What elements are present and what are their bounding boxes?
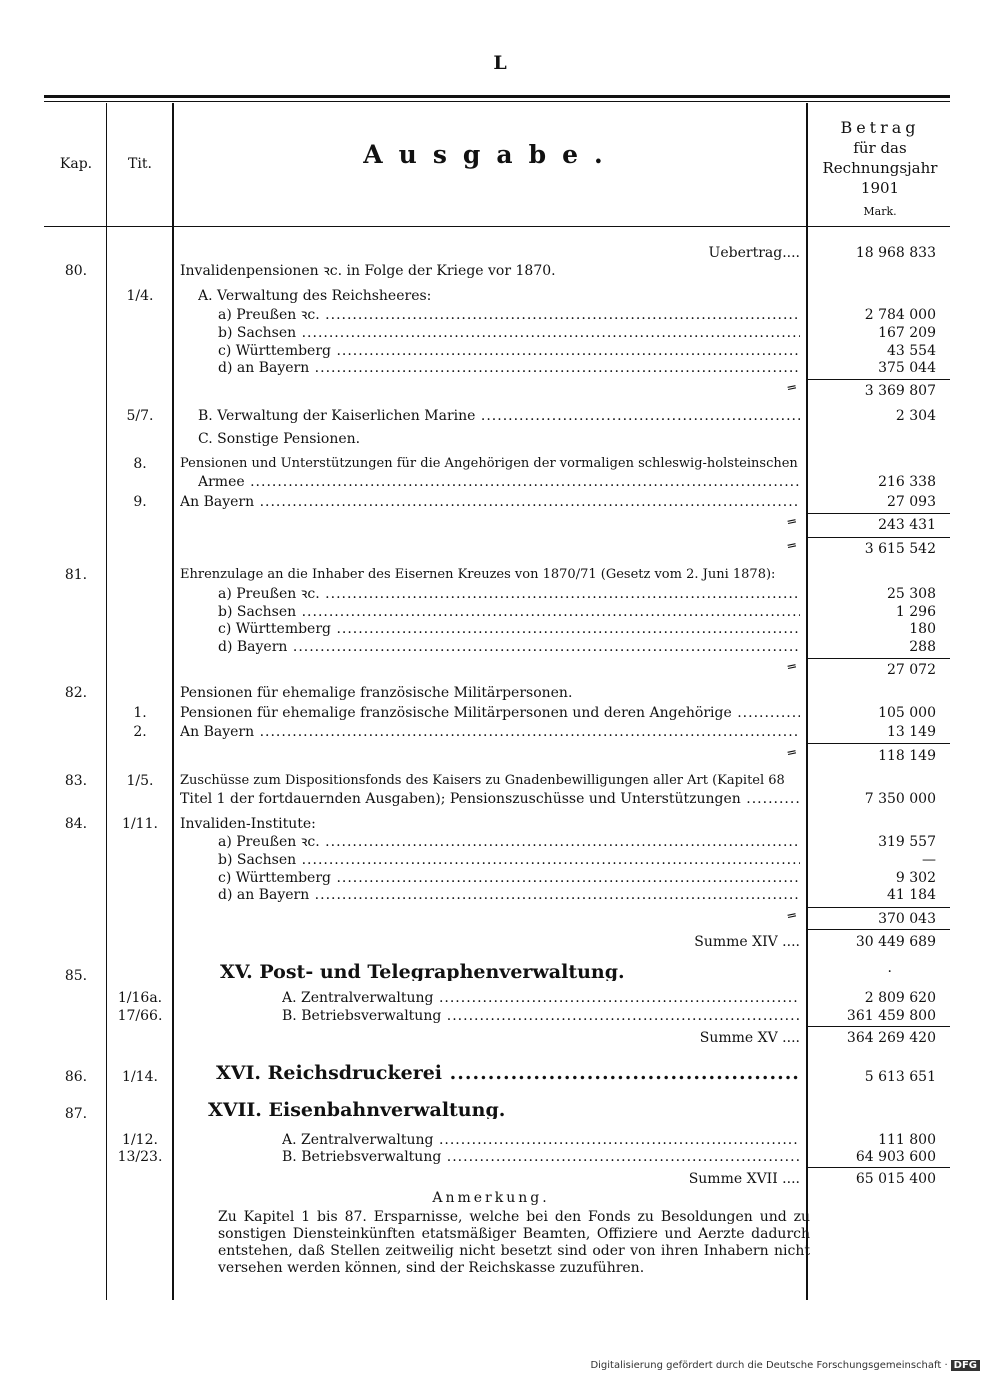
row-kap: 83. — [64, 773, 88, 789]
table-row — [0, 306, 1000, 324]
row-description: Pensionen und Unterstützungen für die Angehörigen der vormaligen schleswig-holsteinschen — [180, 456, 798, 471]
row-description: Summe XIV .... — [694, 934, 800, 950]
subtotal-rule — [808, 1167, 950, 1168]
table-row — [0, 989, 1000, 1007]
row-amount: 118 149 — [878, 748, 936, 764]
row-kap: 86. — [64, 1069, 88, 1085]
row-description: c) Württemberg ..... — [218, 869, 800, 887]
table-row — [0, 493, 1000, 511]
row-amount: 3 369 807 — [864, 383, 936, 399]
row-description: C. Sonstige Pensionen. — [198, 431, 361, 447]
carry-mark: ═ — [786, 659, 798, 676]
table-row — [0, 620, 1000, 638]
row-tit: 5/7. — [126, 408, 154, 424]
table-row — [0, 910, 1000, 928]
row-amount: 27 072 — [887, 662, 936, 678]
row-description: Armee ..... — [198, 473, 800, 491]
row-kap: 81. — [64, 567, 88, 583]
row-amount: — — [922, 852, 936, 868]
table-row — [0, 359, 1000, 377]
carry-mark: ═ — [786, 514, 798, 531]
row-amount: 2 809 620 — [864, 990, 936, 1006]
row-amount: 319 557 — [878, 834, 936, 850]
row-amount: 375 044 — [878, 360, 936, 376]
row-description: Invaliden-Institute: — [180, 816, 316, 832]
table-row — [0, 790, 1000, 808]
row-kap: 80. — [64, 263, 88, 279]
row-kap: 87. — [64, 1106, 88, 1122]
row-amount: 64 903 600 — [855, 1149, 936, 1165]
table-row — [0, 516, 1000, 534]
row-tit: 1/16a. — [117, 990, 163, 1006]
row-amount: 243 431 — [878, 517, 936, 533]
row-amount: 2 304 — [895, 408, 936, 424]
row-tit: 1/12. — [122, 1132, 158, 1148]
row-amount: 27 093 — [887, 494, 936, 510]
row-amount: 25 308 — [887, 586, 936, 602]
table-row — [0, 603, 1000, 621]
page-number: L — [493, 52, 507, 74]
table-row — [0, 833, 1000, 851]
row-description: b) Sachsen ..... — [218, 851, 800, 869]
subtotal-rule — [808, 929, 950, 930]
header-amount-line-4: 1901 — [860, 179, 900, 197]
row-description: d) an Bayern ..... — [218, 359, 800, 377]
row-description: An Bayern ..... — [180, 493, 800, 511]
table-row — [0, 684, 1000, 702]
row-tit: 2. — [133, 724, 147, 740]
table-row — [0, 1148, 1000, 1166]
row-amount: 65 015 400 — [855, 1171, 936, 1187]
header-amount-line-3: Rechnungsjahr — [822, 159, 938, 177]
table-row — [0, 1064, 1000, 1088]
table-row — [0, 851, 1000, 869]
top-rule-thin — [44, 101, 950, 102]
table-row — [0, 661, 1000, 679]
note-heading: Anmerkung. — [432, 1190, 550, 1206]
row-amount: 41 184 — [887, 887, 936, 903]
header-amount — [810, 118, 950, 222]
row-amount: 2 784 000 — [864, 307, 936, 323]
table-row — [0, 1101, 1000, 1125]
row-description: A. Verwaltung des Reichsheeres: — [198, 288, 432, 304]
top-rule-thick — [44, 95, 950, 98]
row-amount: 18 968 833 — [855, 245, 936, 261]
row-amount: 216 338 — [878, 474, 936, 490]
row-amount: 7 350 000 — [864, 791, 936, 807]
row-description: Summe XV .... — [699, 1030, 800, 1046]
row-amount: 288 — [909, 639, 936, 655]
table-row — [0, 963, 1000, 987]
table-row — [0, 382, 1000, 400]
table-row — [0, 455, 1000, 473]
row-tit: 1. — [133, 705, 147, 721]
table-row — [0, 933, 1000, 951]
subtotal-rule — [808, 513, 950, 514]
header-title: Ausgabe. — [363, 140, 619, 169]
row-description: a) Preußen ꝛc. ..... — [218, 833, 800, 851]
header-kap: Kap. — [59, 156, 93, 172]
table-row — [0, 1029, 1000, 1047]
row-description: d) Bayern ..... — [218, 638, 800, 656]
digitization-footer — [590, 1360, 980, 1371]
row-description: d) an Bayern ..... — [218, 886, 800, 904]
table-row — [0, 704, 1000, 722]
row-description: A. Zentralverwaltung ..... — [282, 1131, 800, 1149]
row-tit: 9. — [133, 494, 147, 510]
subtotal-rule — [808, 743, 950, 744]
row-description: A. Zentralverwaltung ..... — [282, 989, 800, 1007]
row-description: c) Württemberg ..... — [218, 342, 800, 360]
row-amount: 9 302 — [895, 870, 936, 886]
row-description: XVII. Eisenbahnverwaltung. — [208, 1101, 506, 1119]
row-amount: 180 — [909, 621, 936, 637]
carry-mark: ═ — [786, 745, 798, 762]
footer-text: Digitalisierung gefördert durch die Deutsche Forschungsgemeinschaft · — [590, 1360, 948, 1371]
row-tit: 1/4. — [126, 288, 154, 304]
row-tit: 8. — [133, 456, 147, 472]
table-row — [0, 324, 1000, 342]
row-amount: 364 269 420 — [846, 1030, 936, 1046]
table-row — [0, 869, 1000, 887]
row-tit: 1/5. — [126, 773, 154, 789]
table-row — [0, 566, 1000, 584]
row-description: Zuschüsse zum Dispositionsfonds des Kaisers zu Gnadenbewilligungen aller Art (Kapitel 68 — [180, 773, 785, 788]
table-row — [0, 473, 1000, 491]
row-kap: 85. — [64, 968, 88, 984]
row-description: Ehrenzulage an die Inhaber des Eisernen Kreuzes von 1870/71 (Gesetz vom 2. Juni 1878): — [180, 567, 776, 582]
subtotal-rule — [808, 658, 950, 659]
table-row — [0, 815, 1000, 833]
row-description: a) Preußen ꝛc. ..... — [218, 306, 800, 324]
table-row — [0, 287, 1000, 305]
row-amount: · — [887, 964, 892, 980]
row-amount: 105 000 — [878, 705, 936, 721]
row-amount: 43 554 — [887, 343, 936, 359]
table-row — [0, 1170, 1000, 1188]
subtotal-rule — [808, 907, 950, 908]
table-row — [0, 1131, 1000, 1149]
table-row — [0, 407, 1000, 425]
row-description: B. Verwaltung der Kaiserlichen Marine ..... — [198, 407, 800, 425]
row-amount: 1 296 — [895, 604, 936, 620]
row-description: An Bayern ..... — [180, 723, 800, 741]
row-amount: 13 149 — [887, 724, 936, 740]
carry-mark: ═ — [786, 538, 798, 555]
table-row — [0, 244, 1000, 262]
header-amount-line-1: Betrag — [840, 118, 920, 137]
row-tit: 1/11. — [122, 816, 158, 832]
row-description: XV. Post- und Telegraphenverwaltung. — [220, 963, 625, 981]
note-body: Zu Kapitel 1 bis 87. Ersparnisse, welche bei den Fonds zu Besoldungen und zu sonstigen Diensteinkünften etatsmäßiger Beamten, Offiziere und Aerzte dadurch entstehen, daß Stellen zeitweilig nicht besetzt sind oder von ihren Inhabern nicht versehen werden können, sind der Reichskasse zuzuführen. — [218, 1209, 810, 1276]
table-row — [0, 540, 1000, 558]
header-amount-unit: Mark. — [863, 205, 897, 218]
row-description: Invalidenpensionen ꝛc. in Folge der Kriege vor 1870. — [180, 263, 556, 279]
row-description: XVI. Reichsdruckerei ..... — [216, 1064, 800, 1082]
table-row — [0, 772, 1000, 790]
row-amount: 5 613 651 — [864, 1069, 936, 1085]
table-row — [0, 585, 1000, 603]
table-row — [0, 342, 1000, 360]
row-description: b) Sachsen ..... — [218, 324, 800, 342]
table-row — [0, 638, 1000, 656]
row-tit: 17/66. — [117, 1008, 163, 1024]
header-rule — [44, 226, 950, 227]
subtotal-rule — [808, 537, 950, 538]
header-amount-line-2: für das — [853, 139, 907, 157]
row-kap: 82. — [64, 685, 88, 701]
row-kap: 84. — [64, 816, 88, 832]
table-row — [0, 262, 1000, 280]
row-amount: 370 043 — [878, 911, 936, 927]
header-tit: Tit. — [128, 156, 152, 172]
row-tit: 13/23. — [117, 1149, 163, 1165]
row-description: Uebertrag.... — [708, 245, 800, 261]
table-row — [0, 886, 1000, 904]
row-description: Summe XVII .... — [688, 1171, 800, 1187]
row-description: B. Betriebsverwaltung ..... — [282, 1007, 800, 1025]
carry-mark: ═ — [786, 380, 798, 397]
table-row — [0, 747, 1000, 765]
row-description: a) Preußen ꝛc. ..... — [218, 585, 800, 603]
row-description: Pensionen für ehemalige französische Militärpersonen. — [180, 685, 573, 701]
row-amount: 3 615 542 — [864, 541, 936, 557]
dfg-logo: DFG — [951, 1360, 980, 1371]
row-description: c) Württemberg ..... — [218, 620, 800, 638]
subtotal-rule — [808, 379, 950, 380]
row-amount: 30 449 689 — [855, 934, 936, 950]
table-row — [0, 1007, 1000, 1025]
row-amount: 361 459 800 — [846, 1008, 936, 1024]
row-description: B. Betriebsverwaltung ..... — [282, 1148, 800, 1166]
table-row — [0, 430, 1000, 448]
row-description: Titel 1 der fortdauernden Ausgaben); Pensionszuschüsse und Unterstützungen ..... — [180, 790, 800, 808]
row-description: Pensionen für ehemalige französische Militärpersonen und deren Angehörige ..... — [180, 704, 800, 722]
row-description: b) Sachsen ..... — [218, 603, 800, 621]
table-row — [0, 723, 1000, 741]
subtotal-rule — [808, 1026, 950, 1027]
carry-mark: ═ — [786, 908, 798, 925]
row-amount: 167 209 — [878, 325, 936, 341]
row-amount: 111 800 — [878, 1132, 936, 1148]
row-tit: 1/14. — [122, 1069, 158, 1085]
